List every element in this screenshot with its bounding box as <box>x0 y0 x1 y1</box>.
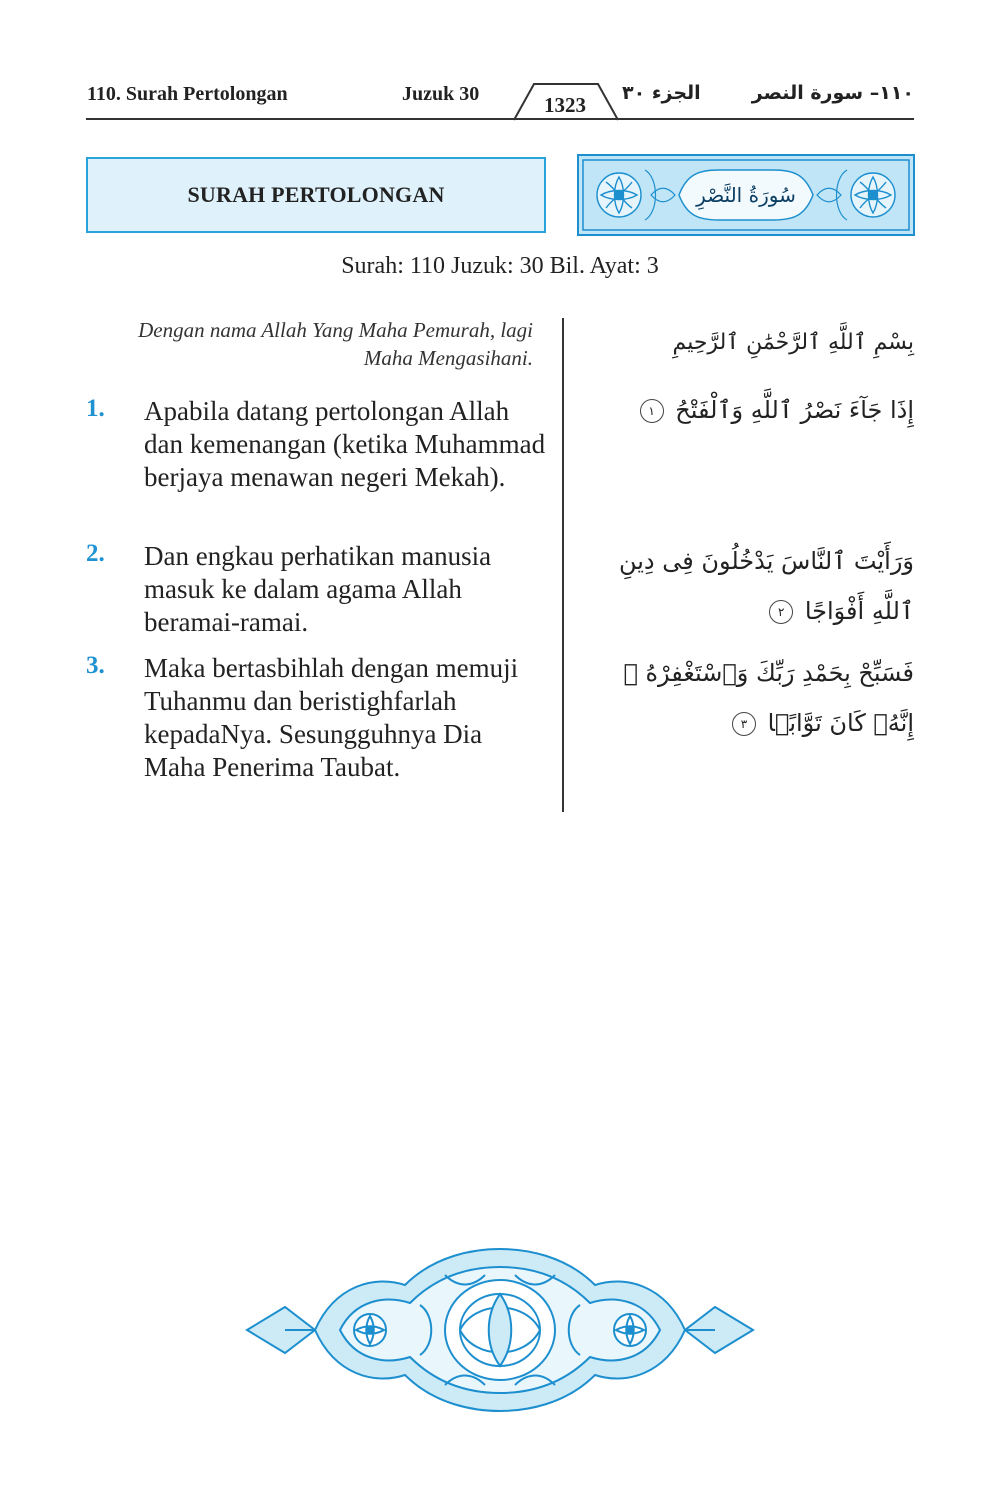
verse-1 <box>86 395 546 494</box>
verse-2-arabic <box>594 536 914 636</box>
verse-3 <box>86 652 546 784</box>
surah-title-box <box>86 157 546 233</box>
surah-info-line: Surah: 110 Juzuk: 30 Bil. Ayat: 3 <box>341 253 659 279</box>
page-number: 1323 <box>544 93 586 117</box>
verse-2 <box>86 540 546 639</box>
verse-1-arabic <box>594 385 914 435</box>
verse-number: 2. <box>86 540 105 567</box>
column-divider <box>562 318 564 812</box>
ayah-number-mark: ٣ <box>732 712 756 736</box>
verse-3-arabic <box>594 648 914 748</box>
header-arabic-surah: ١١٠– سورة النصر <box>751 82 914 104</box>
header-rule <box>86 118 914 120</box>
surah-title: SURAH PERTOLONGAN <box>187 182 445 207</box>
verse-text: Maka bertasbihlah dengan memuji Tuhanmu dan beristighfarlah kepadaNya. Sesungguhnya Dia Maha Penerima Taubat. <box>144 653 519 782</box>
basmala-arabic: بِسْمِ ٱللَّهِ ٱلرَّحْمَٰنِ ٱلرَّحِيمِ <box>672 330 914 355</box>
header-juz-label: Juzuk 30 <box>402 83 480 105</box>
ayah-number-mark: ٢ <box>769 600 793 624</box>
end-of-surah-ornament <box>245 1245 755 1415</box>
header-surah-title: 110. Surah Pertolongan <box>87 83 288 105</box>
arabic-verse-text: فَسَبِّحْ بِحَمْدِ رَبِّكَ وَٱسْتَغْفِرْهُ ۚ إِنَّهُۥ كَانَ تَوَّابًۢا <box>623 659 914 737</box>
arabic-surah-ornament <box>577 154 915 236</box>
arabic-verse-text: وَرَأَيْتَ ٱلنَّاسَ يَدْخُلُونَ فِى دِينِ ٱللَّهِ أَفْوَاجًا <box>618 547 914 625</box>
verse-text: Dan engkau perhatikan manusia masuk ke dalam agama Allah beramai-ramai. <box>144 541 492 637</box>
basmala-translation: Dengan nama Allah Yang Maha Pemurah, lagi Maha Mengasihani. <box>138 318 533 370</box>
verse-text: Apabila datang pertolongan Allah dan kemenangan (ketika Muhammad berjaya menawan negeri Mekah). <box>144 396 546 492</box>
verse-number: 1. <box>86 395 105 422</box>
ayah-number-mark: ١ <box>640 399 664 423</box>
verse-number: 3. <box>86 652 105 679</box>
header-arabic-juz: الجزء ٣٠ <box>622 82 701 104</box>
arabic-surah-name: سُورَةُ النَّصْرِ <box>696 183 796 207</box>
arabic-verse-text: إِذَا جَآءَ نَصْرُ ٱللَّهِ وَٱلْفَتْحُ <box>675 396 914 424</box>
